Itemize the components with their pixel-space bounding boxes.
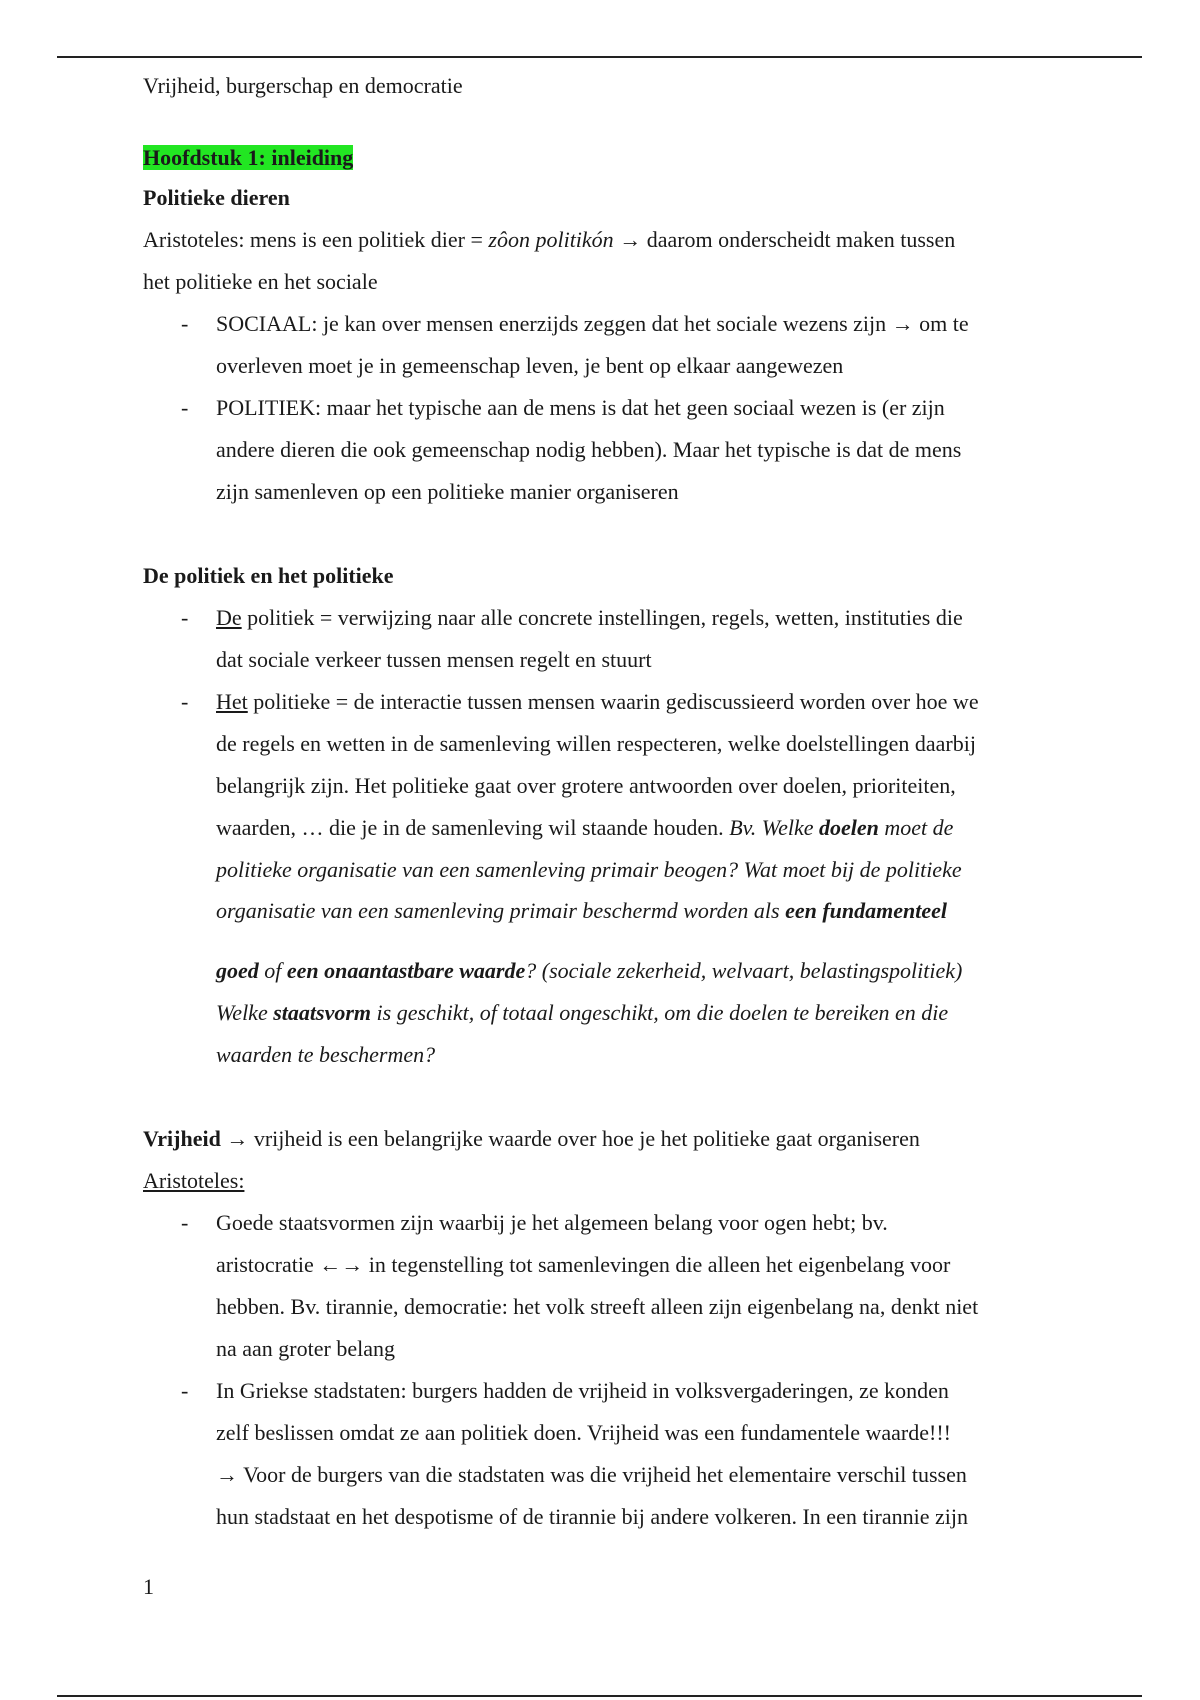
- bullet-griekse-stadstaten-line2: zelf beslissen omdat ze aan politiek doen. Vrijheid was een fundamentele waarde!!!: [216, 1420, 951, 1445]
- bullet-sociaal: SOCIAAL: je kan over mensen enerzijds zeggen dat het sociale wezens zijn → om te: [216, 311, 969, 336]
- bullet-het-politieke-line8: Welke staatsvorm is geschikt, of totaal ongeschikt, om die doelen te bereiken en die: [216, 1000, 949, 1025]
- bullet-sociaal-line2: overleven moet je in gemeenschap leven, je bent op elkaar aangewezen: [216, 353, 844, 378]
- bullet-het-politieke-line6: organisatie van een samenleving primair beschermd worden als een fundamenteel: [216, 898, 948, 923]
- bullet-dash: -: [181, 689, 189, 714]
- bullet-de-politiek-line2: dat sociale verkeer tussen mensen regelt en stuurt: [216, 647, 652, 672]
- top-rule: [57, 56, 1142, 58]
- bullet-dash: -: [181, 1210, 189, 1235]
- bullet-goede-staatsvormen: Goede staatsvormen zijn waarbij je het algemeen belang voor ogen hebt; bv.: [216, 1210, 888, 1235]
- bullet-dash: -: [181, 1378, 189, 1403]
- subheading-aristoteles: Aristoteles:: [143, 1168, 245, 1193]
- bullet-het-politieke-line5: politieke organisatie van een samenleving primair beogen? Wat moet bij de politieke: [216, 857, 962, 882]
- bullet-het-politieke-line3: belangrijk zijn. Het politieke gaat over grotere antwoorden over doelen, prioriteiten,: [216, 773, 956, 798]
- bullet-griekse-stadstaten-line4: hun stadstaat en het despotisme of de tirannie bij andere volkeren. In een tirannie zijn: [216, 1504, 969, 1529]
- paragraph-aristoteles-line2: het politieke en het sociale: [143, 269, 378, 294]
- bullet-politiek-line3: zijn samenleven op een politieke manier organiseren: [216, 479, 679, 504]
- highlighted-chapter-title: Hoofdstuk 1: inleiding: [143, 145, 354, 170]
- bullet-goede-staatsvormen-line4: na aan groter belang: [216, 1336, 395, 1361]
- bullet-het-politieke-line4: waarden, … die je in de samenleving wil staande houden. Bv. Welke doelen moet de: [216, 815, 954, 840]
- chapter-title: [143, 138, 353, 178]
- document-header: Vrijheid, burgerschap en democratie: [143, 73, 463, 98]
- bullet-politiek-line2: andere dieren die ook gemeenschap nodig hebben). Maar het typische is dat de mens: [216, 437, 962, 462]
- page-number: 1: [143, 1574, 154, 1599]
- bullet-griekse-stadstaten-line3: → Voor de burgers van die stadstaten was die vrijheid het elementaire verschil tussen: [216, 1462, 967, 1487]
- section-heading-de-politiek: De politiek en het politieke: [143, 563, 394, 588]
- paragraph-vrijheid: Vrijheid → vrijheid is een belangrijke waarde over hoe je het politieke gaat organiseren: [143, 1126, 920, 1151]
- bullet-het-politieke-line9: waarden te beschermen?: [216, 1042, 436, 1067]
- bullet-griekse-stadstaten: In Griekse stadstaten: burgers hadden de vrijheid in volksvergaderingen, ze konden: [216, 1378, 949, 1403]
- bullet-het-politieke-line2: de regels en wetten in de samenleving willen respecteren, welke doelstellingen daarbij: [216, 731, 976, 756]
- bottom-rule: [57, 1695, 1142, 1697]
- bullet-het-politieke: Het politieke = de interactie tussen mensen waarin gediscussieerd worden over hoe we: [216, 689, 979, 714]
- section-heading-vrijheid: Vrijheid: [143, 1126, 221, 1151]
- bullet-goede-staatsvormen-line3: hebben. Bv. tirannie, democratie: het volk streeft alleen zijn eigenbelang na, denkt niet: [216, 1294, 979, 1319]
- bullet-het-politieke-line7: goed of een onaantastbare waarde? (sociale zekerheid, welvaart, belastingspolitiek): [216, 958, 963, 983]
- bullet-politiek: POLITIEK: maar het typische aan de mens is dat het geen sociaal wezen is (er zijn: [216, 395, 945, 420]
- bullet-de-politiek: De politiek = verwijzing naar alle concrete instellingen, regels, wetten, instituties die: [216, 605, 963, 630]
- paragraph-aristoteles: Aristoteles: mens is een politiek dier = zôon politikón → daarom onderscheidt maken tussen: [143, 227, 956, 252]
- bullet-dash: -: [181, 605, 189, 630]
- bullet-dash: -: [181, 311, 189, 336]
- bullet-goede-staatsvormen-line2: aristocratie ←→ in tegenstelling tot samenlevingen die alleen het eigenbelang voor: [216, 1252, 951, 1277]
- section-heading-politieke-dieren: Politieke dieren: [143, 185, 290, 210]
- bullet-dash: -: [181, 395, 189, 420]
